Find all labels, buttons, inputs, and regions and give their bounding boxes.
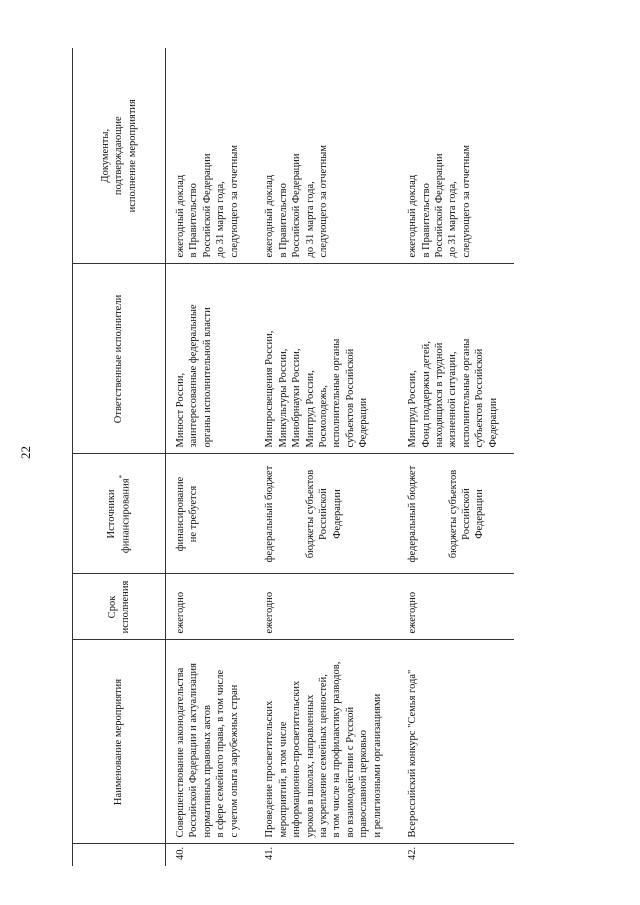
measures-table <box>72 48 514 866</box>
funding-line: федеральный бюджет <box>407 465 419 563</box>
responsible-line: находящихся в трудной <box>434 342 445 448</box>
documents-line: до 31 марта года, <box>304 181 316 258</box>
responsible-line: исполнительные органы <box>460 338 472 448</box>
confirming-documents <box>255 48 398 264</box>
measure-name-line: на укрепление семейных ценностей, <box>317 674 329 838</box>
footnote-mark: * <box>118 474 127 479</box>
table-header-row <box>73 48 166 866</box>
measure-name-line: Российской Федерации и актуализация <box>188 662 200 838</box>
funding-line: не требуется <box>188 485 200 543</box>
funding-line: федеральный бюджет <box>264 465 276 563</box>
row-number: 42. <box>407 846 419 860</box>
measure-name-line: Всероссийский конкурс "Семья года" <box>407 669 419 838</box>
measure-name-line: во взаимодействии с Русской <box>344 706 356 838</box>
documents-line: ежегодный доклад <box>407 174 419 258</box>
header-responsible: Ответственные исполнители <box>73 264 166 454</box>
term: ежегодно <box>398 574 514 640</box>
responsible-line: исполнительные органы <box>331 338 343 448</box>
responsible-line: Фонд поддержки детей, <box>420 341 432 448</box>
table-row <box>166 48 256 866</box>
responsible-line: Федерации <box>358 397 370 448</box>
header-funding: Источники финансирования* <box>73 454 166 574</box>
header-num <box>73 844 166 866</box>
documents-line: следующего за отчетным <box>460 144 472 258</box>
measure-name-line: уроков в школах, направленных <box>304 694 316 838</box>
confirming-documents <box>166 48 256 264</box>
row-number: 41. <box>264 846 276 860</box>
documents-line: до 31 марта года, <box>447 181 459 258</box>
documents-line: следующего за отчетным <box>228 144 240 258</box>
responsible-line: Минобрнауки России, <box>291 348 303 448</box>
table-row <box>398 48 514 866</box>
term: ежегодно <box>255 574 398 640</box>
confirming-documents <box>398 48 514 264</box>
responsible-line: Минюст России, <box>175 372 186 448</box>
documents-line: в Правительство <box>420 183 432 258</box>
documents-line: ежегодный доклад <box>264 174 276 258</box>
table-row <box>255 48 398 866</box>
responsible-line: Росмолодежь, <box>317 385 329 448</box>
responsible-line: органы исполнительной власти <box>201 307 213 448</box>
documents-line: следующего за отчетным <box>317 144 329 258</box>
measure-name-line: в сфере семейного права, в том числе <box>215 669 227 838</box>
measure-name-line: православной церковью <box>358 730 370 838</box>
documents-line: Российской Федерации <box>434 153 445 258</box>
funding-line: Федерации <box>474 489 486 539</box>
funding-sources <box>255 454 398 574</box>
responsible-line: Минтруд России, <box>304 370 316 448</box>
responsible-line: субъектов Российской <box>474 348 486 448</box>
funding-line: бюджеты субъектов <box>447 469 459 559</box>
measure-name <box>398 640 514 844</box>
measure-name <box>166 640 256 844</box>
measure-name-line: нормативных правовых актов <box>201 705 213 838</box>
responsible-line: жизненной ситуации, <box>447 351 459 448</box>
documents-line: Российской Федерации <box>291 153 303 258</box>
funding-line: бюджеты субъектов <box>304 469 316 559</box>
measure-name-line: Совершенствование законодательства <box>175 667 186 838</box>
funding-line: Российской <box>318 488 330 540</box>
header-documents: Документы, подтверждающие исполнение мероприятия <box>73 48 166 264</box>
documents-line: Российской Федерации <box>201 153 213 258</box>
measure-name-line: с учетом опыта зарубежных стран <box>228 684 240 838</box>
funding-gap <box>277 461 304 568</box>
funding-sources <box>166 454 256 574</box>
funding-line: финансирование <box>175 476 186 552</box>
responsible-line: Минкультуры России, <box>277 348 289 448</box>
funding-line: Российской <box>461 488 472 540</box>
responsible-line: Минпросвещения России, <box>264 330 276 448</box>
documents-line: ежегодный доклад <box>175 174 186 258</box>
row-number: 40. <box>175 846 186 860</box>
measure-name-line: в том числе на профилактику разводов, <box>331 661 343 838</box>
responsible-line: заинтересованные федеральные <box>188 304 200 448</box>
measure-name-line: Проведение просветительских <box>264 700 276 838</box>
responsible-executors <box>398 264 514 454</box>
page-number: 22 <box>18 446 33 459</box>
measure-name-line: информационно-просветительских <box>291 680 303 838</box>
term: ежегодно <box>166 574 256 640</box>
documents-line: до 31 марта года, <box>215 181 227 258</box>
measure-name-line: мероприятий, в том числе <box>277 721 289 838</box>
funding-sources <box>398 454 514 574</box>
responsible-executors <box>166 264 256 454</box>
header-name: Наименование мероприятия <box>73 640 166 844</box>
funding-line: Федерации <box>331 489 343 539</box>
funding-gap <box>420 461 447 568</box>
responsible-executors <box>255 264 398 454</box>
responsible-line: Федерации <box>487 397 499 448</box>
responsible-line: Минтруд России, <box>407 370 419 448</box>
measure-name <box>255 640 398 844</box>
header-term: Срок исполнения <box>73 574 166 640</box>
measure-name-line: и религиозными организациями <box>371 693 383 838</box>
documents-line: в Правительство <box>277 183 289 258</box>
responsible-line: субъектов Российской <box>344 348 356 448</box>
documents-line: в Правительство <box>188 183 200 258</box>
